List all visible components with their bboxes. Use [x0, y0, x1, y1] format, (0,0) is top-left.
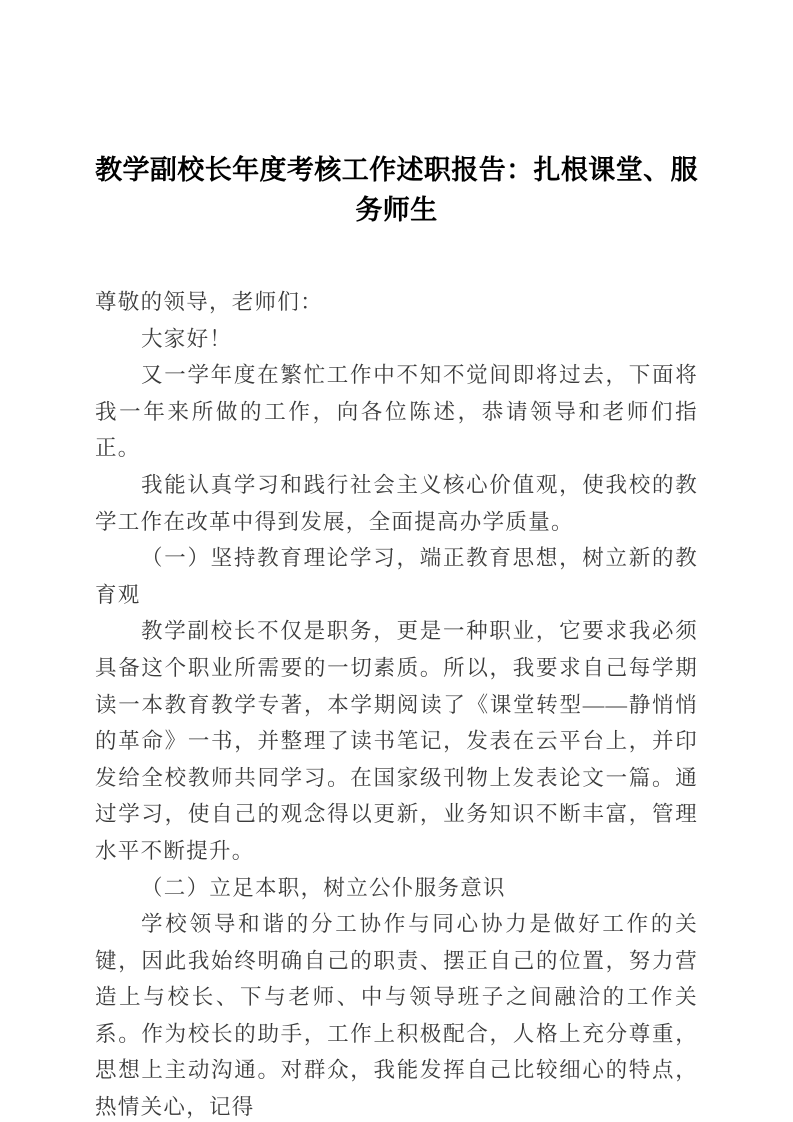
page-title: 教学副校长年度考核工作述职报告：扎根课堂、服务师生: [95, 155, 698, 225]
paragraph-section-two-body: 学校领导和谐的分工协作与同心协力是做好工作的关键，因此我始终明确自己的职责、摆正自己的位置，努力营造上与校长、下与老师、中与领导班子之间融洽的工作关系。作为校长的助手，工作上积极配合，人格上充分尊重，思想上主动沟通。对群众，我能发挥自己比较细心的特点，热情关心，记得: [95, 912, 698, 1120]
paragraph-greeting: 大家好！: [141, 326, 233, 351]
paragraph-salutation: 尊敬的领导，老师们：: [95, 290, 324, 314]
paragraph-intro: 又一学年度在繁忙工作中不知不觉间即将过去，下面将我一年来所做的工作，向各位陈述，恭请领导和老师们指正。: [95, 363, 698, 461]
document-content: [95, 150, 698, 1122]
paragraph-section-one-body: 教学副校长不仅是职务，更是一种职业，它要求我必须具备这个职业所需要的一切素质。所以，我要求自己每学期读一本教育教学专著，本学期阅读了《课堂转型——静悄悄的革命》一书，并整理了读书笔记，发表在云平台上，并印发给全校教师共同学习。在国家级刊物上发表论文一篇。通过学习，使自己的观念得以更新，业务知识不断丰富，管理水平不断提升。: [95, 619, 698, 863]
section-heading-two: （二）立足本职，树立公仆服务意识: [141, 875, 506, 900]
section-heading-one: （一）坚持教育理论学习，端正教育思想，树立新的教育观: [95, 546, 698, 607]
paragraph-core-values: 我能认真学习和践行社会主义核心价值观，使我校的教学工作在改革中得到发展，全面提高办学质量。: [95, 472, 698, 534]
document-body: [95, 284, 698, 1122]
